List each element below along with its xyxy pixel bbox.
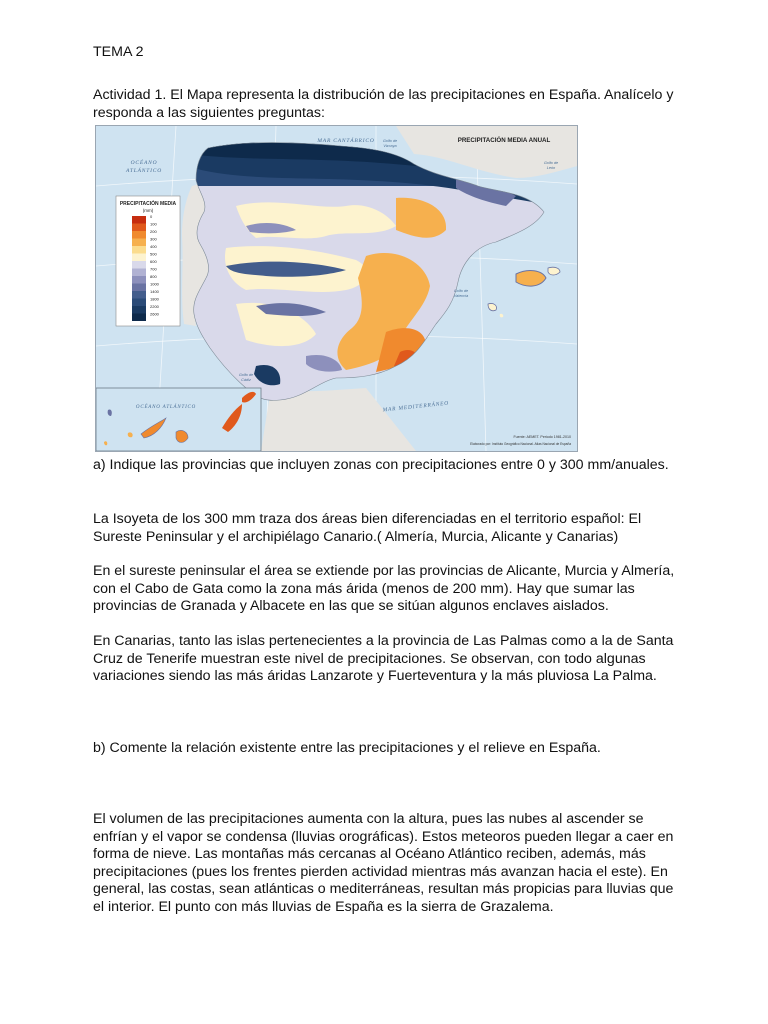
answer-b-paragraph: El volumen de las precipitaciones aumenta con la altura, pues las nubes al ascender se enfrían y el vapor se condensa (lluvias orográficas). Estos meteoros pueden llegar a caer en forma de nieve. Las montañas más cercanas al Océano Atlántico reciben, además, más precipitaciones (pues los frentes pierden actividad mientras más avanzan hacia el este). En general, las costas, sean atlánticas o mediterráneas, resultan más propicias para lluvias que el interior. El punto con más lluvias de España es la sierra de Grazalema. <box>93 811 674 915</box>
answer-a-paragraph-2: En el sureste peninsular el área se extiende por las provincias de Alicante, Murcia y Almería, con el Cabo de Gata como la zona más árida (menos de 200 mm). Hay que sumar las provincias de Granada y Albacete en las que se sitúan algunos enclaves aislados. <box>93 563 675 615</box>
map-source: Fuente: AEMET. Periodo 1981-2010 <box>513 435 571 439</box>
legend-swatch <box>132 216 146 224</box>
question-b: b) Comente la relación existente entre las precipitaciones y el relieve en España. <box>93 740 601 756</box>
gulf-cadiz-label-1: Golfo de <box>238 373 254 377</box>
legend-swatch <box>132 246 146 254</box>
legend-label: 500 <box>150 251 157 257</box>
canary-islands-inset <box>96 388 261 451</box>
legend-swatch <box>132 291 146 299</box>
legend-swatch <box>132 306 146 314</box>
legend-label: 2600 <box>150 311 159 317</box>
legend-label: 400 <box>150 244 157 249</box>
legend-swatch <box>132 299 146 307</box>
answer-a-paragraph-3: En Canarias, tanto las islas pertenecientes a la provincia de Las Palmas como a la de Santa Cruz de Tenerife muestran este nivel de precipitaciones. Se observan, con todo algunas variaciones siendo las más áridas Lanzarote y Fuerteventura y la más pluviosa La Palma. <box>93 633 674 685</box>
document-header: TEMA 2 <box>93 44 144 60</box>
gulf-vizcaya-label-1: Golfo de <box>382 139 398 143</box>
legend-label: 1000 <box>150 281 159 287</box>
legend-swatch <box>132 276 146 284</box>
gulf-vizcaya-label-2: Vizcaya <box>383 144 397 148</box>
legend-label: 800 <box>150 274 157 279</box>
precipitation-legend <box>116 196 180 326</box>
map-credit: Elaborado por: Instituto Geográfico Nacional. Atlas Nacional de España <box>470 442 571 446</box>
gulf-valencia-label-2: Valencia <box>453 294 469 298</box>
legend-label: 300 <box>150 236 157 242</box>
legend-swatch <box>132 239 146 247</box>
legend-swatch <box>132 261 146 269</box>
map-title: PRECIPITACIÓN MEDIA ANUAL <box>457 137 551 144</box>
legend-label: 2200 <box>150 304 159 309</box>
balearic-islands <box>488 267 560 317</box>
sea-mediterraneo-label: MAR MEDITERRÁNEO <box>382 400 450 414</box>
gulf-cadiz-label-2: Cádiz <box>241 378 251 382</box>
ocean-canarias-label: OCÉANO ATLÁNTICO <box>135 405 197 410</box>
legend-label: 1400 <box>150 289 159 294</box>
gulf-valencia-label-1: Golfo de <box>453 289 469 293</box>
legend-label: 1800 <box>150 296 159 302</box>
legend-unit: (mm) <box>142 208 154 213</box>
legend-swatch <box>132 269 146 277</box>
legend-label: 0 <box>150 214 153 219</box>
legend-swatch <box>132 224 146 232</box>
legend-label: 600 <box>150 259 157 264</box>
legend-swatch <box>132 254 146 262</box>
gulf-leon-label-1: Golfo de <box>543 161 559 165</box>
legend-title: PRECIPITACIÓN MEDIA <box>119 201 177 207</box>
spain-precipitation <box>186 136 559 406</box>
legend-swatch <box>132 314 146 322</box>
legend-label: 200 <box>150 229 157 234</box>
precipitation-map <box>95 125 578 452</box>
question-a: a) Indique las provincias que incluyen zonas con precipitaciones entre 0 y 300 mm/anuales. <box>93 457 669 473</box>
ocean-label-line1: OCÉANO <box>130 160 158 166</box>
activity-intro: Actividad 1. El Mapa representa la distribución de las precipitaciones en España. Analícelo y responda a las siguientes preguntas: <box>93 87 674 121</box>
legend-label: 100 <box>150 221 157 227</box>
gulf-leon-label-2: León <box>546 166 556 170</box>
legend-swatch <box>132 284 146 292</box>
answer-a-paragraph-1: La Isoyeta de los 300 mm traza dos áreas bien diferenciadas en el territorio español: El Sureste Peninsular y el archipiélago Canario.( Almería, Murcia, Alicante y Canarias) <box>93 511 642 545</box>
legend-swatch <box>132 231 146 239</box>
sea-cantabrico-label: MAR CANTÁBRICO <box>317 138 375 144</box>
legend-label: 700 <box>150 266 157 272</box>
ocean-label-line2: ATLÁNTICO <box>125 168 163 174</box>
